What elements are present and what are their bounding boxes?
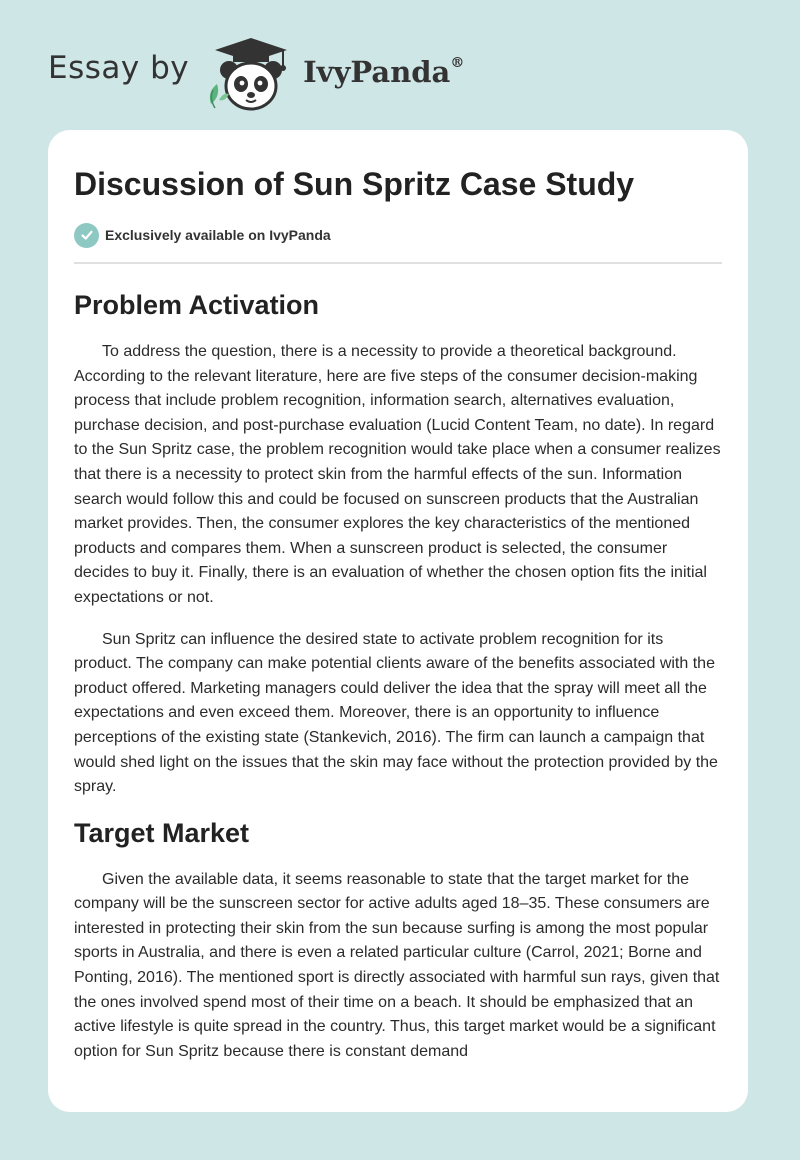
- section-heading: Target Market: [74, 817, 250, 848]
- section-paragraph: To address the question, there is a necessity to provide a theoretical background. According to the relevant literature, here are five steps of the consumer decision-making process that include problem recognition, information search, alternatives evaluation, purchase decision, and post-purchase evaluation (Lucid Content Team, no date). In regard to the Sun Spritz case, the problem recognition would take place when a consumer realizes that there is a necessity to protect skin from the harmful effects of the sun. Information search would follow this and could be focused on sunscreen products that the Australian market provides. Then, the consumer explores the key characteristics of the mentioned products and compares them. When a sunscreen product is selected, the consumer decides to buy it. Finally, there is an evaluation of whether the chosen option fits the initial expectations or not.: [74, 343, 721, 606]
- brand-text: IvyPanda: [303, 55, 451, 89]
- brand-name[interactable]: [303, 55, 464, 89]
- section-paragraph: Sun Spritz can influence the desired state to activate problem recognition for its product. The company can make potential clients aware of the benefits associated with the product offered. Marketing managers could deliver the idea that the spray will meet all the expectations and even exceed them. Moreover, there is an opportunity to influence perceptions of the existing state (Stankevich, 2016). The firm can launch a campaign that would shed light on the issues that the skin may face without the protection provided by the spray.: [74, 630, 718, 796]
- title-divider: [74, 262, 722, 264]
- site-header: [48, 34, 464, 114]
- check-circle-icon: [74, 223, 99, 248]
- exclusive-badge: [74, 222, 722, 248]
- exclusive-badge-text: Exclusively available on IvyPanda: [105, 227, 331, 243]
- article-title: Discussion of Sun Spritz Case Study: [74, 166, 635, 202]
- article-card: [48, 130, 748, 1112]
- panda-graduate-icon: [203, 34, 299, 114]
- section-paragraph: Given the available data, it seems reasonable to state that the target market for the company will be the sunscreen sector for active adults aged 18–35. These consumers are interested in protecting their skin from the sun because surfing is among the most popular sports in Australia, and there is even a related particular culture (Carrol, 2021; Borne and Ponting, 2016). The mentioned sport is directly associated with harmful sun rays, given that the ones involved spend most of their time on a beach. It should be emphasized that an active lifestyle is quite spread in the country. Thus, this target market would be a significant option for Sun Spritz because there is constant demand: [74, 870, 720, 1060]
- section-heading: Problem Activation: [74, 290, 320, 320]
- essay-by-label: Essay by: [48, 50, 190, 86]
- registered-mark: ®: [450, 55, 465, 72]
